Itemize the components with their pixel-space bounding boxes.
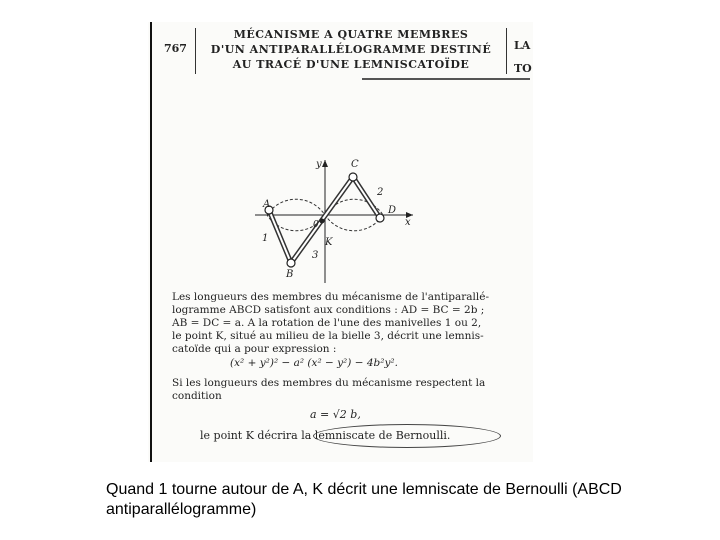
title-line-3: AU TRACÉ D'UNE LEMNISCATOÏDE	[232, 58, 470, 71]
label-d: D	[388, 205, 397, 216]
header-divider-left	[195, 28, 196, 74]
text-line-4: le point K, situé au milieu de la bielle 3, décrit une lemnis-	[172, 330, 484, 342]
conclusion-line: le point K décrira la lemniscate de Bernoulli.	[200, 429, 451, 442]
length-condition: a = √2 b,	[310, 408, 361, 421]
label-c: C	[351, 159, 359, 170]
page-title	[200, 27, 502, 72]
header-divider-right	[506, 28, 507, 74]
text-line-3: AB = DC = a. A la rotation de l'une des manivelles 1 ou 2,	[172, 317, 482, 329]
text-line-6: Si les longueurs des membres du mécanisme respectent la	[172, 377, 486, 389]
title-line-1: MÉCANISME A QUATRE MEMBRES	[233, 28, 469, 41]
label-x-axis: x	[405, 217, 411, 228]
page-number: 767	[164, 42, 187, 55]
header-underline	[362, 78, 530, 80]
label-member-1: 1	[262, 233, 269, 244]
text-line-5: catoïde qui a pour expression :	[172, 343, 337, 355]
page-margin-line	[150, 22, 152, 462]
text-line-2: logramme ABCD satisfont aux conditions : AD = BC = 2b ;	[172, 304, 485, 316]
mechanism-diagram	[255, 155, 415, 285]
joint-d	[376, 214, 384, 222]
label-k: K	[325, 237, 333, 248]
text-line-7: condition	[172, 390, 222, 402]
label-member-3: 3	[312, 250, 319, 261]
joint-c	[349, 173, 357, 181]
header-side-text	[514, 34, 532, 80]
label-b: B	[286, 269, 294, 280]
text-line-1: Les longueurs des membres du mécanisme de l'antiparallé-	[172, 291, 490, 303]
y-axis-arrow-icon	[322, 160, 328, 167]
label-member-2: 2	[377, 187, 384, 198]
hand-drawn-circle	[313, 424, 501, 448]
label-a: A	[263, 199, 271, 210]
side-line-2: TO	[514, 62, 532, 75]
title-line-2: D'UN ANTIPARALLÉLOGRAMME DESTINÉ	[210, 43, 492, 56]
caption: Quand 1 tourne autour de A, K décrit une lemniscate de Bernoulli (ABCD antiparallélogramme)	[106, 481, 622, 518]
joint-b	[287, 259, 295, 267]
label-y-axis: y	[316, 159, 322, 170]
side-line-1: LA	[514, 39, 531, 52]
lemniscatoid-formula: (x² + y²)² − a² (x² − y²) − 4b²y².	[230, 357, 398, 369]
label-origin: 0	[313, 220, 319, 230]
point-k	[320, 219, 325, 224]
